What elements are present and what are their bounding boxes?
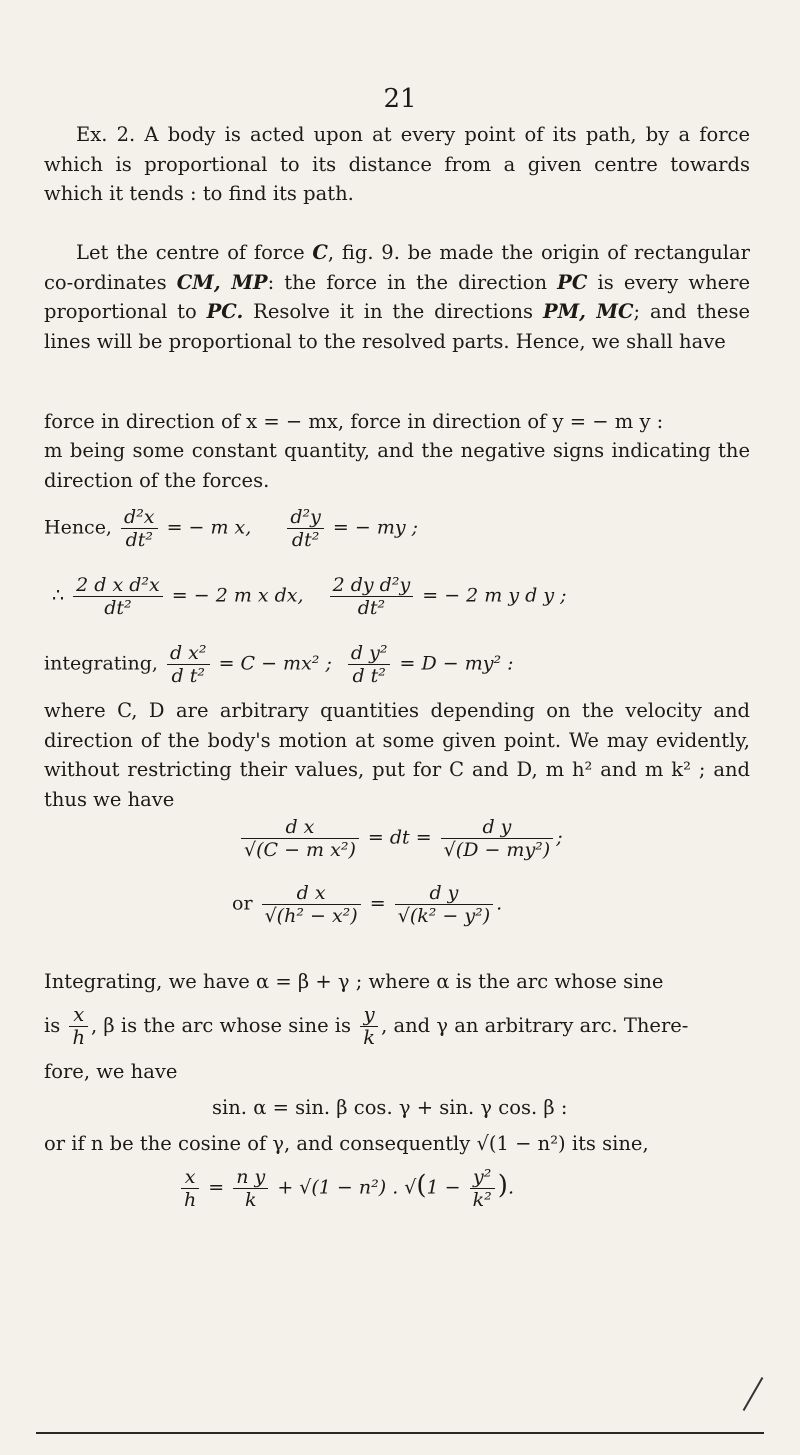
eq1-rhs2: = − my ;: [332, 516, 419, 539]
math-symbol: PM, MC: [542, 300, 634, 323]
eq2-rhs2: = − 2 m y d y ;: [422, 584, 567, 607]
eq3-den2: d t²: [352, 665, 386, 687]
final-den2: k: [245, 1189, 257, 1211]
equation-2: [52, 574, 567, 619]
equation-1: [44, 506, 418, 551]
eq3-rhs1: = C − mx² ;: [218, 652, 332, 675]
eq5-den1: √(h² − x²): [264, 905, 358, 927]
final-one-minus: 1 −: [426, 1176, 461, 1199]
text-run: is every where proportional to: [44, 270, 751, 323]
paragraph-arbitrary: where C, D are arbitrary quantities depending on the velocity and direction of the body's motion at some given point. We may evidently, without restricting their values, put for C and D, m h² and m k² ; and thus we have: [44, 699, 750, 811]
text-run: , fig. 9. be made the origin of rectangular co-ordinates: [44, 241, 750, 294]
integrating-line: Integrating, we have α = β + γ ; where α is the arc whose sine: [44, 970, 664, 993]
math-symbol: PC: [557, 270, 588, 294]
paren-close: ): [497, 1170, 508, 1201]
eq3-num1: d x²: [167, 642, 210, 665]
frac-den: k: [363, 1026, 376, 1049]
example-statement: [44, 120, 750, 209]
eq5-num2: d y: [395, 882, 493, 905]
pen-mark: [743, 1377, 764, 1411]
eq4-mid: = dt =: [367, 826, 432, 849]
final-num2: n y: [233, 1166, 268, 1189]
eq3-den1: d t²: [171, 665, 205, 687]
eq5-den2: √(k² − y²): [397, 905, 491, 927]
eq2-den2: dt²: [357, 597, 386, 619]
equation-5: [232, 882, 502, 927]
math-symbol: PC.: [206, 300, 244, 323]
final-num3: y²: [470, 1166, 495, 1189]
therefore-line: fore, we have: [44, 1060, 178, 1083]
eq5-mid: =: [369, 892, 386, 915]
example-label: Ex. 2.: [76, 123, 136, 146]
cosine-line: or if n be the cosine of γ, and consequently √(1 − n²) its sine,: [44, 1132, 649, 1155]
eq1-den1: dt²: [125, 529, 153, 551]
equation-4: [238, 816, 563, 861]
force-line: force in direction of x = − mx, force in direction of y = − m y :: [44, 410, 664, 433]
text-run: Resolve it in the directions: [253, 300, 534, 323]
text-run: Let the centre of force: [76, 241, 305, 264]
hence-label: Hence,: [44, 516, 112, 539]
text-run: , and γ an arbitrary arc. There-: [381, 1014, 689, 1037]
final-den3: k²: [472, 1189, 492, 1211]
eq2-den1: dt²: [104, 597, 132, 619]
paragraph-setup: [44, 238, 750, 356]
sine-identity: sin. α = sin. β cos. γ + sin. γ cos. β :: [212, 1096, 568, 1119]
eq2-num1: 2 d x d²x: [73, 574, 163, 597]
eq5-end: .: [496, 892, 503, 915]
final-end: .: [507, 1176, 514, 1199]
arc-line: [44, 1004, 688, 1049]
eq2-rhs1: = − 2 m x dx,: [171, 584, 304, 607]
paragraph-constant: m being some constant quantity, and the negative signs indicating the direction of the forces.: [44, 439, 750, 492]
text-run: ; and these lines will be proportional to the resolved parts. Hence, we shall have: [44, 300, 750, 353]
final-eq-sign: =: [208, 1176, 225, 1199]
eq1-num2: d²y: [287, 506, 324, 529]
math-symbol: C: [312, 241, 328, 264]
final-num1: x: [181, 1166, 199, 1189]
or-label: or: [232, 892, 253, 915]
integrating-label: integrating,: [44, 652, 158, 675]
eq4-den1: √(C − m x²): [244, 839, 356, 861]
bottom-rule: [36, 1432, 764, 1434]
eq4-end: ;: [556, 826, 563, 849]
eq1-den2: dt²: [291, 529, 320, 551]
eq1-num1: d²x: [121, 506, 158, 529]
eq1-rhs1: = − m x,: [166, 516, 252, 539]
eq4-num2: d y: [441, 816, 554, 839]
frac-num: x: [69, 1004, 88, 1027]
math-symbol: CM, MP: [176, 270, 268, 294]
paren-open: (: [416, 1170, 427, 1201]
text-run: , β is the arc whose sine is: [91, 1014, 352, 1037]
example-text: A body is acted upon at every point of its path, by a force which is proportional to its distance from a given centre towards which it tends : to find its path.: [44, 123, 751, 205]
text-run: : the force in the direction: [267, 270, 548, 294]
eq4-den2: √(D − my²): [443, 839, 551, 861]
eq2-num2: 2 dy d²y: [330, 574, 414, 597]
eq3-rhs2: = D − my² :: [399, 652, 514, 675]
final-mid: + √(1 − n²) . √: [277, 1176, 417, 1199]
eq4-num1: d x: [241, 816, 359, 839]
text-run: is: [44, 1014, 61, 1037]
final-den1: h: [184, 1189, 197, 1211]
therefore-symbol: ∴: [52, 584, 65, 607]
frac-den: h: [72, 1026, 86, 1049]
eq3-num2: d y²: [348, 642, 391, 665]
frac-num: y: [360, 1004, 378, 1027]
page-number: 21: [383, 84, 417, 114]
eq5-num1: d x: [262, 882, 361, 905]
final-equation: [178, 1166, 514, 1211]
equation-3: [44, 642, 514, 687]
